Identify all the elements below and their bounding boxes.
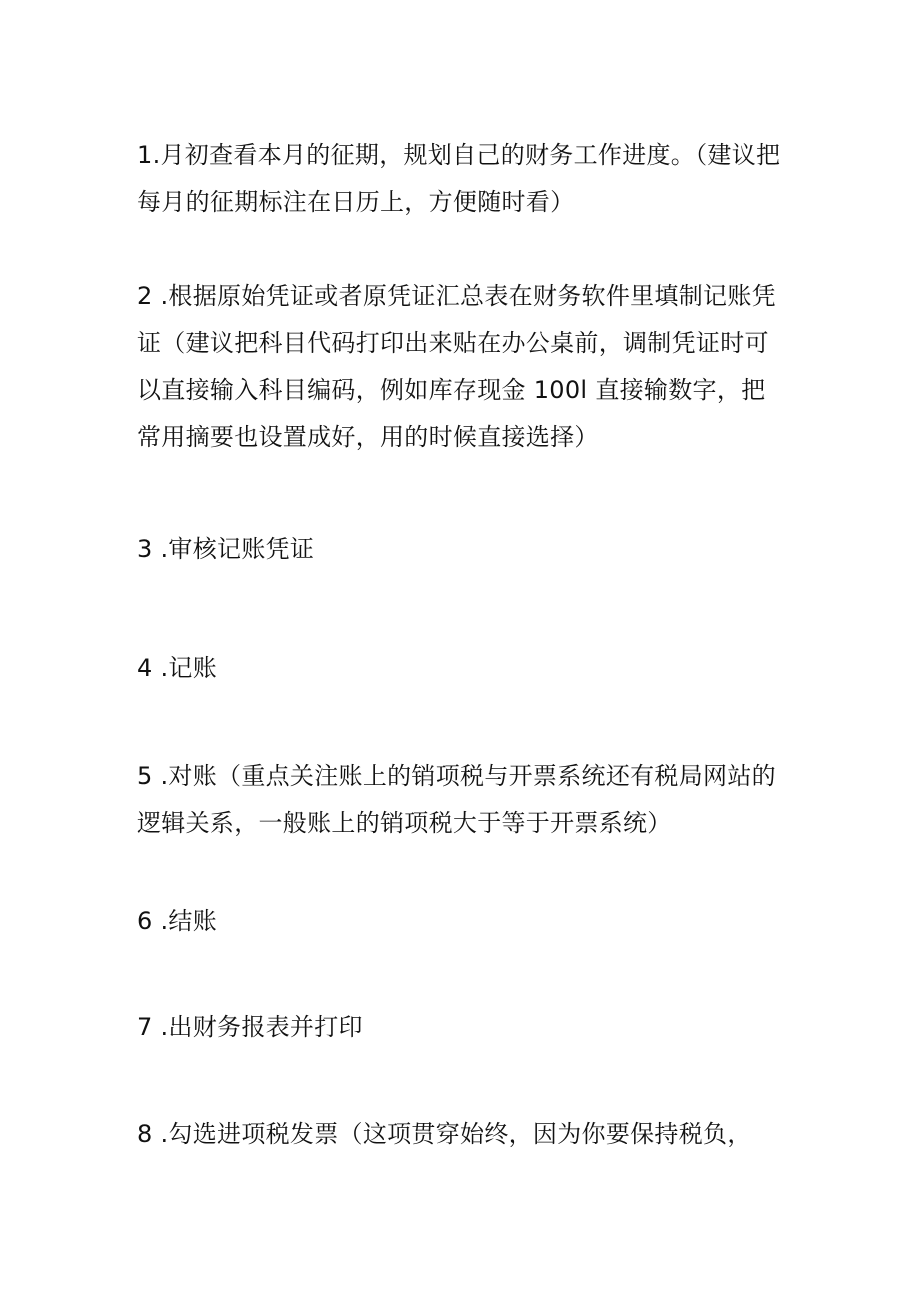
item-8: 8 .勾选进项税发票（这项贯穿始终，因为你要保持税负， [137, 1120, 752, 1148]
item-2: 2 .根据原始凭证或者原凭证汇总表在财务软件里填制记账凭证（建议把科目代码打印出来贴在办公桌前，调制凭证时可以直接输入科目编码，例如库存现金 100l 直接输数字，把常用摘要也设置成好，用的时候直接选择） [137, 282, 776, 451]
item-1: 1.月初查看本月的征期，规划自己的财务工作进度。（建议把每月的征期标注在日历上，方便随时看） [137, 141, 781, 216]
item-4: 4 .记账 [137, 654, 218, 682]
item-3: 3 .审核记账凭证 [137, 535, 315, 563]
item-5: 5 .对账（重点关注账上的销项税与开票系统还有税局网站的逻辑关系，一般账上的销项税大于等于开票系统） [137, 762, 776, 837]
item-6: 6 .结账 [137, 907, 218, 935]
item-7: 7 .出财务报表并打印 [137, 1013, 363, 1041]
